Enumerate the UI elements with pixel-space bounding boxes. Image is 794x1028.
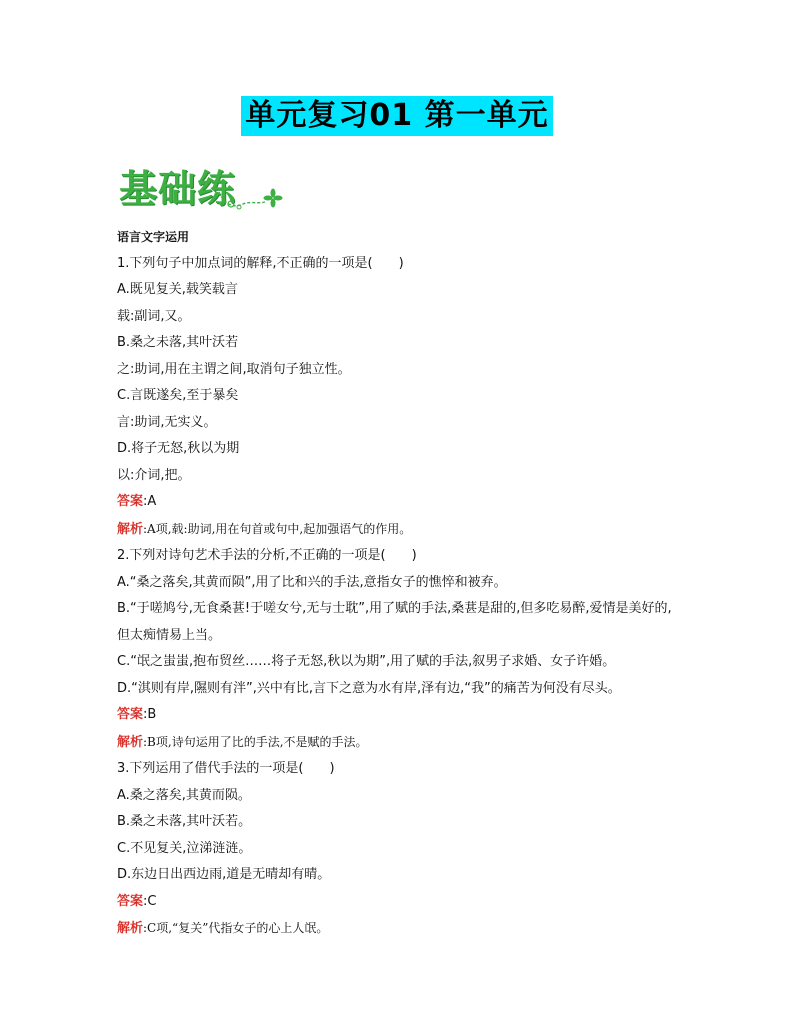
answer-value: :C [143,893,157,909]
q3-answer [117,889,697,916]
answer-label: 答案 [117,893,144,909]
q1-option-d-note: 以:介词,把。 [117,467,191,483]
explanation-label: 解析 [117,734,144,750]
page-title: 单元复习01 第一单元 [241,96,552,136]
title-container [0,96,794,136]
q2-option-d: D.“淇则有岸,隰则有泮”,兴中有比,言下之意为水有岸,泽有边,“我”的痛苦为何没有尽头。 [117,680,621,696]
q1-option-a: A.既见复关,载笑载言 [117,282,238,297]
vine-decoration-icon [217,186,287,216]
section-heading: 语言文字运用 [117,230,190,244]
section-badge [117,156,287,216]
q2-option-b-cont: 但太痴情易上当。 [117,627,222,643]
badge-label: 基础练 [119,167,237,211]
explanation-text: :B项,诗句运用了比的手法,不是赋的手法。 [143,734,368,749]
q2-option-b: B.“于嗟鸠兮,无食桑葚!于嗟女兮,无与士耽”,用了赋的手法,桑葚是甜的,但多吃易醉,爱情是美好的, [117,601,672,616]
explanation-label: 解析 [117,521,144,537]
explanation-label: 解析 [117,921,144,936]
q3-option-c: C.不见复关,泣涕涟涟。 [117,840,252,856]
answer-value: :A [143,494,157,509]
q2-answer [117,702,697,729]
q1-option-b: B.桑之未落,其叶沃若 [117,335,239,350]
q1-stem: 1.下列句子中加点词的解释,不正确的一项是( ) [117,255,404,271]
q1-option-b-note: 之:助词,用在主谓之间,取消句子独立性。 [117,361,351,377]
q1-option-c: C.言既遂矣,至于暴矣 [117,388,239,403]
q1-explanation [117,516,697,544]
q1-option-d: D.将子无怒,秋以为期 [117,441,240,456]
answer-label: 答案 [117,707,144,722]
exercise-content [117,224,697,943]
q3-stem: 3.下列运用了借代手法的一项是( ) [117,761,335,776]
q1-answer [117,489,697,516]
q2-stem: 2.下列对诗句艺术手法的分析,不正确的一项是( ) [117,548,417,563]
answer-value: :B [143,707,157,722]
q3-explanation [117,915,697,943]
q2-explanation [117,729,697,757]
q1-option-a-note: 载:副词,又。 [117,308,191,324]
q2-option-a: A.“桑之落矣,其黄而陨”,用了比和兴的手法,意指女子的憔悴和被弃。 [117,574,507,590]
q3-option-a: A.桑之落矣,其黄而陨。 [117,787,251,803]
q1-option-c-note: 言:助词,无实义。 [117,414,217,430]
explanation-text: :A项,载:助词,用在句首或句中,起加强语气的作用。 [143,521,412,536]
q3-option-b: B.桑之未落,其叶沃若。 [117,814,252,829]
answer-label: 答案 [117,494,144,509]
explanation-text: :C项,“复关”代指女子的心上人氓。 [143,921,329,935]
q2-option-c: C.“氓之蚩蚩,抱布贸丝……将子无怒,秋以为期”,用了赋的手法,叙男子求婚、女子许婚。 [117,654,616,669]
q3-option-d: D.东边日出西边雨,道是无晴却有晴。 [117,867,331,882]
